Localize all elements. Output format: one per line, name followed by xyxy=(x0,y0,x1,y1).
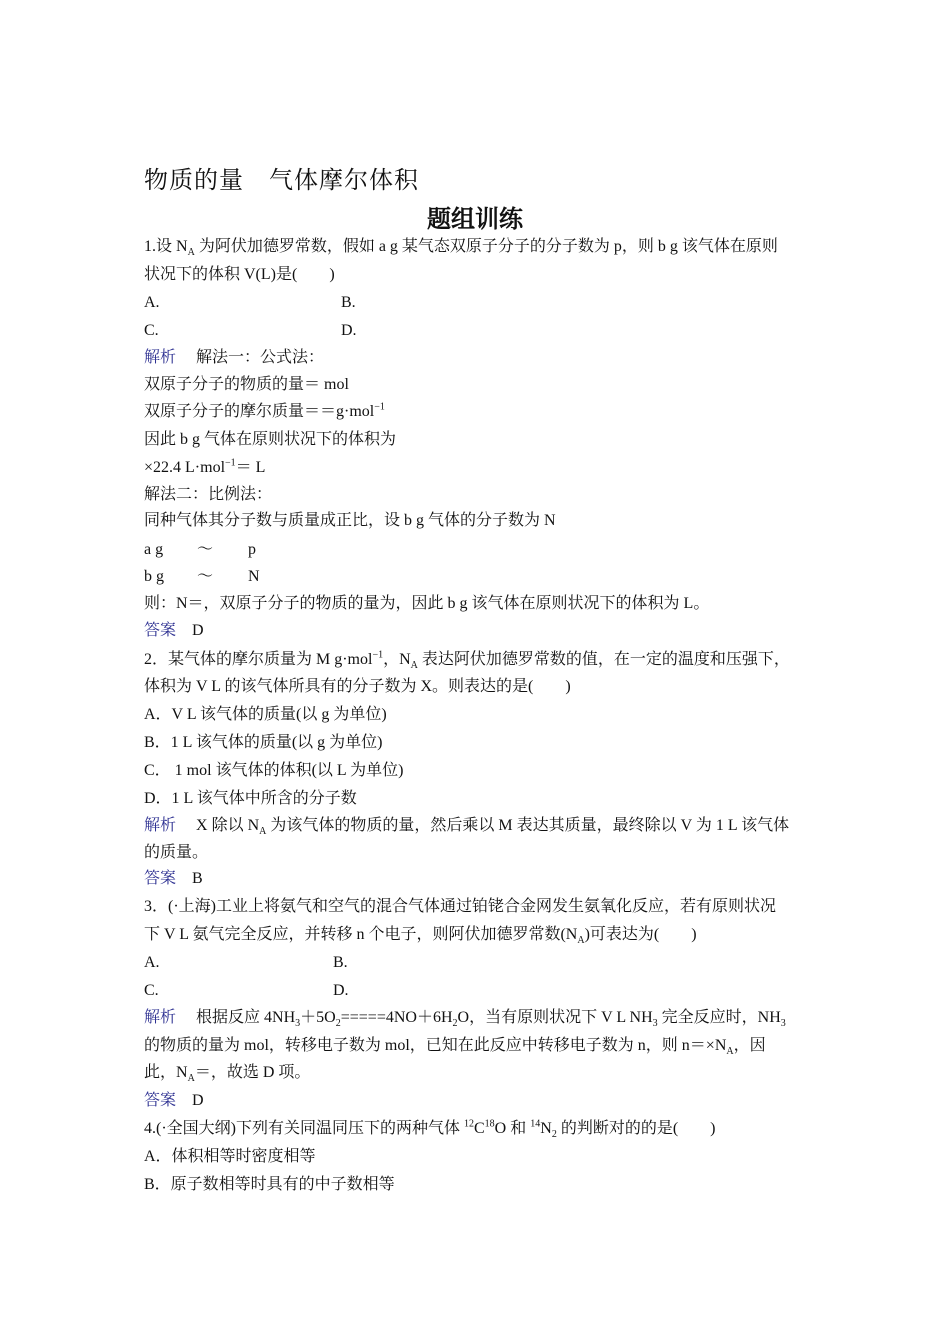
analysis-label: 解析 xyxy=(144,349,177,366)
q1-option-a: A. xyxy=(144,294,160,311)
q3-analysis-line3: 此，$N_A=$，故选 D 项。 xyxy=(144,1064,311,1085)
q1-answer: 答案 D xyxy=(144,622,204,639)
q2-stem-line1: 2．某气体的摩尔质量为 M g·mol$^{-1}$，$N_A$ 表达阿伏加德罗常数的值，在一定的温度和压强下， xyxy=(144,649,790,672)
answer-label: 答案 xyxy=(144,622,177,639)
q1-stem-line1: 1.设 $N_A$ 为阿伏加德罗常数，假如 a g 某气态双原子分子的分子数为 p，则 b g 该气体在原则 xyxy=(144,238,778,259)
q3-stem-line2: 下 V L 氨气完全反应，并转移 n 个电子，则阿伏加德罗常数$(N_A)$可表达为( ) xyxy=(144,926,697,947)
q4-option-a: A．体积相等时密度相等 xyxy=(144,1148,316,1165)
q1-ratio-row1-tilde: ～ xyxy=(197,541,214,558)
q1-analysis-line5: ×22.4 L·mol$^{-1}$＝ L xyxy=(144,457,266,476)
q3-option-a: A. xyxy=(144,954,160,971)
q2-option-a: A．V L 该气体的质量(以 g 为单位) xyxy=(144,706,387,723)
q1-analysis-line1: 解析 解法一：公式法： xyxy=(144,349,325,366)
q2-option-c: C． 1 mol 该气体的体积(以 L 为单位) xyxy=(144,762,404,779)
q1-ratio-row1: a g xyxy=(144,541,164,558)
q1-analysis-line3: 双原子分子的摩尔质量＝＝g·mol$^{-1}$ xyxy=(144,401,385,420)
q2-stem-line2: 体积为 V L 的该气体所具有的分子数为 X。则表达的是( ) xyxy=(144,678,571,695)
q3-answer: 答案 D xyxy=(144,1092,204,1109)
analysis-label: 解析 xyxy=(144,1009,177,1026)
analysis-label: 解析 xyxy=(144,817,177,834)
q1-analysis-line6: 解法二：比例法： xyxy=(144,486,273,503)
q1-analysis-line8: 则：N＝，双原子分子的物质的量为，因此 b g 该气体在原则状况下的体积为 L。 xyxy=(144,595,710,612)
q1-ratio-row2-value: N xyxy=(248,568,260,585)
q2-analysis-line2: 的质量。 xyxy=(144,844,209,861)
q2-option-b: B．1 L 该气体的质量(以 g 为单位) xyxy=(144,734,383,751)
q1-analysis-line4: 因此 b g 气体在原则状况下的体积为 xyxy=(144,431,397,448)
q1-analysis-line2: 双原子分子的物质的量＝ mol xyxy=(144,376,349,393)
q3-analysis-line1: 解析 根据反应 $4NH_3+5O_2=====4NO+6H_2O$，当有原则状况下 V L $NH_3$ 完全反应时，$NH_3$ xyxy=(144,1009,786,1030)
q1-stem-line2: 状况下的体积 V(L)是( ) xyxy=(144,266,335,283)
q1-ratio-row2: b g xyxy=(144,568,164,585)
section-heading: 题组训练 xyxy=(427,207,523,233)
q1-option-b: B. xyxy=(341,294,356,311)
q3-stem-line1: 3．(·上海)工业上将氨气和空气的混合气体通过铂铑合金网发生氨氧化反应，若有原则状况 xyxy=(144,898,776,915)
q1-option-c: C. xyxy=(144,322,159,339)
q3-option-c: C. xyxy=(144,982,159,999)
q1-ratio-row2-tilde: ～ xyxy=(197,568,214,585)
q3-option-d: D. xyxy=(333,982,349,999)
q2-option-d: D．1 L 该气体中所含的分子数 xyxy=(144,790,357,807)
q1-ratio-row1-value: p xyxy=(248,541,256,558)
answer-label: 答案 xyxy=(144,870,177,887)
q4-option-b: B．原子数相等时具有的中子数相等 xyxy=(144,1176,395,1193)
q2-answer: 答案 B xyxy=(144,870,203,887)
q2-analysis-line1: 解析 X 除以 $N_A$ 为该气体的物质的量，然后乘以 M 表达其质量，最终除以 V 为 1 L 该气体 xyxy=(144,817,790,838)
document-title: 物质的量 气体摩尔体积 xyxy=(144,168,419,194)
q4-stem: 4.(·全国大纲)下列有关同温同压下的两种气体 $^{12}C^{18}O$ 和 $^{14}N_2$ 的判断对的的是( ) xyxy=(144,1118,716,1141)
q3-analysis-line2: 的物质的量为 mol，转移电子数为 mol，已知在此反应中转移电子数为 n，则 $n=\times N_A$，因 xyxy=(144,1037,766,1058)
answer-label: 答案 xyxy=(144,1092,177,1109)
q1-analysis-line7: 同种气体其分子数与质量成正比，设 b g 气体的分子数为 N xyxy=(144,512,556,529)
q3-option-b: B. xyxy=(333,954,348,971)
q1-option-d: D. xyxy=(341,322,357,339)
